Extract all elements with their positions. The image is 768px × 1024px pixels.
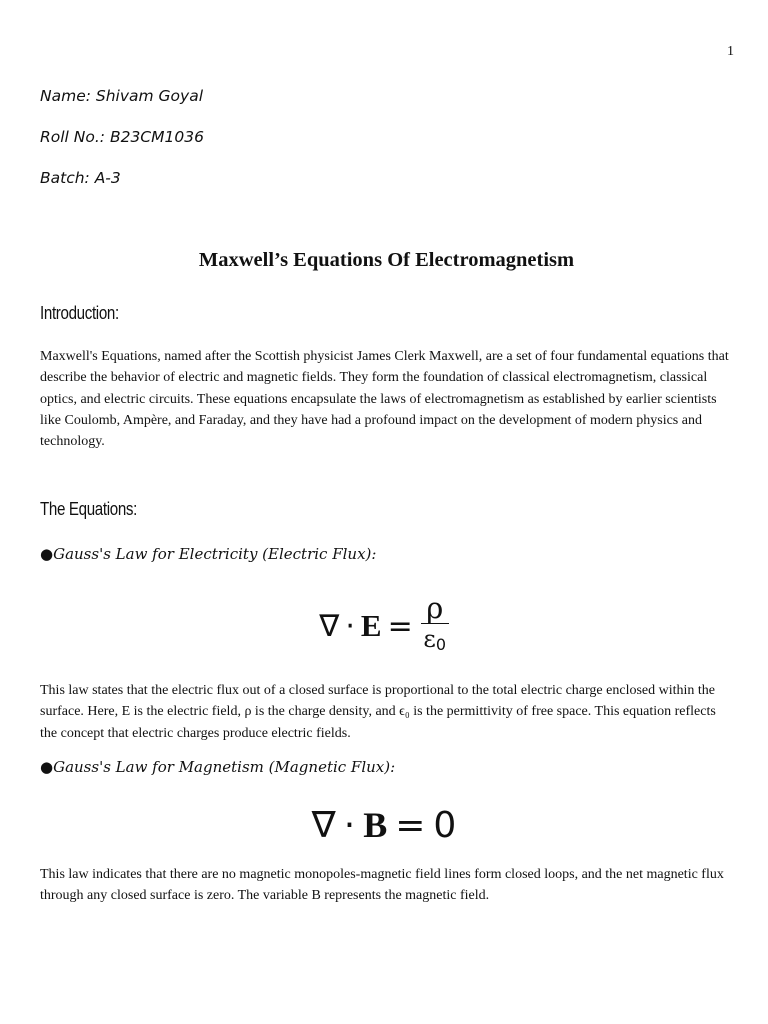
document-title: Maxwell’s Equations Of Electromagnetism [198,249,575,271]
dot-operator: · [343,804,356,846]
roll-number: Roll No.: B23CM1036 [40,128,204,146]
student-name: Name: Shivam Goyal [40,87,204,105]
zero-value: 0 [433,804,457,846]
nabla-symbol: ∇ [311,804,336,846]
equals-sign: = [387,608,413,644]
gauss-electric-heading: ●Gauss's Law for Electricity (Electric Flux): [40,545,377,563]
introduction-paragraph: Maxwell's Equations, named after the Scottish physicist James Clerk Maxwell, are a set of four fundamental equations that describe the behavior of electric and magnetic fields. They form the foundation of classical electromagnetism, classical optics, and electric circuits. These equations encapsulate the laws of electromagnetism as established by earlier scientists like Coulomb, Ampère, and Faraday, and they have had a profound impact on the development of modern physics and technology. [40,349,729,450]
nabla-symbol: ∇ [319,608,340,644]
page-number: 1 [727,44,734,59]
introduction-heading: Introduction: [40,303,119,323]
charge-density-symbol: ρ [426,590,444,625]
gauss-magnetic-paragraph: This law indicates that there are no magnetic monopoles-magnetic field lines form closed loops, and the net magnetic flux through any closed surface is zero. The variable B represents the magnetic field. [40,867,724,904]
gauss-electric-equation [0,590,768,662]
magnetic-field-symbol: B [363,805,388,845]
gauss-magnetic-heading: ●Gauss's Law for Magnetism (Magnetic Flux): [40,758,396,776]
electric-field-symbol: E [360,608,382,643]
gauss-magnetic-equation [0,800,768,850]
equals-sign: = [395,804,426,846]
fraction [421,590,449,660]
permittivity-symbol: $\varepsilon_0$ [423,624,447,654]
batch: Batch: A-3 [40,169,121,187]
dot-operator: · [345,608,355,644]
gauss-electric-paragraph: This law states that the electric flux out of a closed surface is proportional to the total electric charge enclosed within the surface. Here, E is the electric field, ρ is the charge density, and ϵ₀ is the permittivity of free space. This equation reflects the concept that electric charges produce electric fields. [40,683,716,741]
equations-heading: The Equations: [40,499,138,519]
